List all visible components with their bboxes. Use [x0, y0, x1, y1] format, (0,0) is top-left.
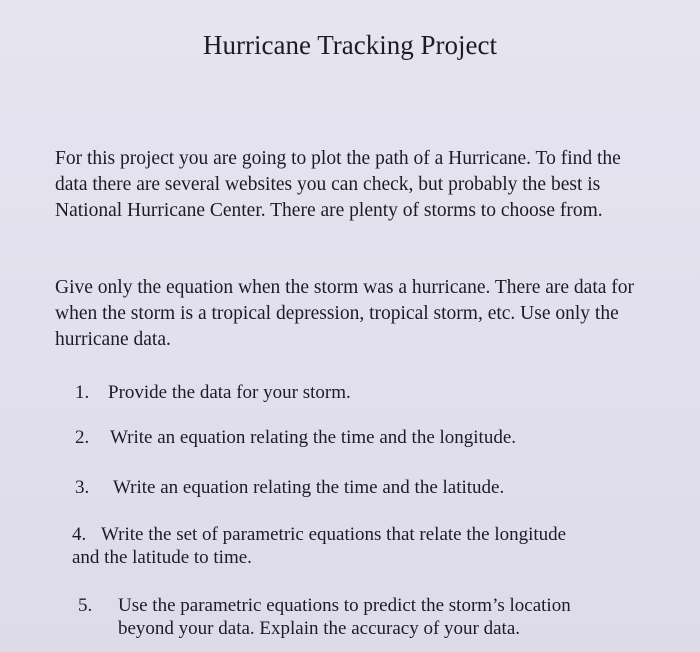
- item-text-continued: and the latitude to time.: [72, 547, 252, 568]
- item-text: Use the parametric equations to predict the storm’s location: [118, 595, 571, 616]
- intro-paragraph: For this project you are going to plot the path of a Hurricane. To find the data there are several websites you can check, but probably the best is National Hurricane Center. There are plenty of storms to choose from.: [55, 148, 621, 221]
- item-text: Write the set of parametric equations that relate the longitude: [101, 524, 567, 545]
- instructions-paragraph: Give only the equation when the storm was a hurricane. There are data for when the storm is a tropical depression, tropical storm, etc. Use only the hurricane data.: [55, 277, 635, 350]
- page-title: Hurricane Tracking Project: [203, 30, 497, 60]
- item-number: 4.: [72, 524, 87, 545]
- item-number: 2.: [75, 427, 90, 448]
- item-text: Write an equation relating the time and the latitude.: [113, 477, 505, 498]
- item-text: Provide the data for your storm.: [108, 382, 351, 403]
- item-text: Write an equation relating the time and the longitude.: [110, 427, 517, 448]
- item-text-continued: beyond your data. Explain the accuracy of your data.: [118, 618, 521, 639]
- list-item: [72, 523, 672, 569]
- item-number: 3.: [75, 477, 90, 498]
- item-number: 5.: [78, 595, 93, 616]
- item-number: 1.: [75, 382, 90, 403]
